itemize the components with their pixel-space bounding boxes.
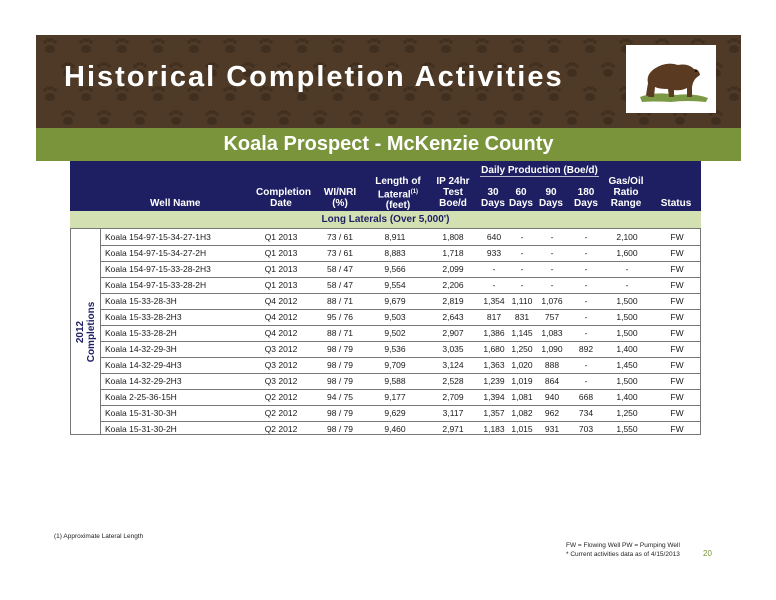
cell-well-name: Koala 14-32-29-2H3 xyxy=(105,376,182,386)
cell-60-days: 831 xyxy=(514,312,530,322)
paw-print-icon xyxy=(529,110,543,125)
paw-print-icon xyxy=(583,86,597,101)
cell-60-days: 1,110 xyxy=(511,296,533,306)
page-subtitle: Koala Prospect - McKenzie County xyxy=(223,133,554,155)
paw-print-icon xyxy=(241,110,255,125)
cell-completion-date: Q1 2013 xyxy=(264,248,298,258)
cell-status: FW xyxy=(670,296,684,306)
paw-print-icon xyxy=(331,38,345,53)
cell-90-days: 1,083 xyxy=(541,328,563,338)
cell-60-days: 1,020 xyxy=(511,360,533,370)
cell-ip-24hr: 1,718 xyxy=(442,248,464,258)
table-row xyxy=(100,309,701,326)
paw-print-icon xyxy=(565,110,579,125)
side-label: 2012 Completions xyxy=(75,301,97,363)
page-number: 20 xyxy=(703,549,712,558)
cell-status: FW xyxy=(670,312,684,322)
footnote-lateral: (1) Approximate Lateral Length xyxy=(54,533,144,540)
cell-90-days: 931 xyxy=(544,424,560,434)
cell-90-days: 757 xyxy=(544,312,560,322)
table-row xyxy=(100,341,701,358)
cell-180-days: 734 xyxy=(578,408,594,418)
cell-wi-nri: 95 / 76 xyxy=(327,312,353,322)
cell-90-days: 888 xyxy=(544,360,560,370)
cell-wi-nri: 58 / 47 xyxy=(327,280,353,290)
cell-180-days: - xyxy=(584,328,588,338)
cell-status: FW xyxy=(670,232,684,242)
cell-wi-nri: 98 / 79 xyxy=(327,360,353,370)
paw-print-icon xyxy=(475,38,489,53)
cell-completion-date: Q4 2012 xyxy=(264,296,298,306)
paw-print-icon xyxy=(133,110,147,125)
table-row xyxy=(100,373,701,390)
cell-30-days: 1,680 xyxy=(483,344,505,354)
cell-ip-24hr: 2,528 xyxy=(442,376,464,386)
table-row xyxy=(100,261,701,278)
footnote-legend: FW = Flowing Well PW = Pumping Well * Current activities data as of 4/15/2013 xyxy=(566,542,680,558)
cell-lateral-length: 9,679 xyxy=(384,296,406,306)
paw-print-icon xyxy=(439,38,453,53)
cell-well-name: Koala 154-97-15-33-28-2H xyxy=(105,280,207,290)
header-wi-nri: WI/NRI (%) xyxy=(323,187,357,209)
paw-print-icon xyxy=(313,110,327,125)
header-gas-oil-ratio: Gas/Oil Ratio Range xyxy=(608,176,644,209)
cell-well-name: Koala 154-97-15-34-27-1H3 xyxy=(105,232,211,242)
cell-30-days: 1,363 xyxy=(483,360,505,370)
cell-gas-oil-ratio: 1,500 xyxy=(616,376,638,386)
cell-60-days: 1,250 xyxy=(511,344,533,354)
cell-gas-oil-ratio: - xyxy=(625,264,629,274)
paw-print-icon xyxy=(97,110,111,125)
cell-well-name: Koala 154-97-15-33-28-2H3 xyxy=(105,264,211,274)
cell-lateral-length: 9,554 xyxy=(384,280,406,290)
cell-gas-oil-ratio: 1,400 xyxy=(616,344,638,354)
cell-gas-oil-ratio: 1,550 xyxy=(616,424,638,434)
daily-production-divider xyxy=(480,176,599,177)
cell-wi-nri: 88 / 71 xyxy=(327,328,353,338)
table-row xyxy=(100,293,701,310)
cell-completion-date: Q2 2012 xyxy=(264,408,298,418)
header-60-days: 60 Days xyxy=(509,187,533,209)
cell-60-days: 1,015 xyxy=(511,424,533,434)
cell-90-days: - xyxy=(550,264,554,274)
cell-status: FW xyxy=(670,344,684,354)
paw-print-icon xyxy=(403,38,417,53)
cell-status: FW xyxy=(670,248,684,258)
cell-completion-date: Q3 2012 xyxy=(264,360,298,370)
cell-180-days: - xyxy=(584,248,588,258)
cell-status: FW xyxy=(670,360,684,370)
cell-30-days: 1,357 xyxy=(483,408,505,418)
paw-print-icon xyxy=(295,38,309,53)
cell-ip-24hr: 1,808 xyxy=(442,232,464,242)
cell-60-days: - xyxy=(520,264,524,274)
cell-ip-24hr: 2,206 xyxy=(442,280,464,290)
cell-ip-24hr: 3,124 xyxy=(442,360,464,370)
cell-status: FW xyxy=(670,264,684,274)
table-row xyxy=(100,389,701,406)
cell-gas-oil-ratio: 1,250 xyxy=(616,408,638,418)
cell-90-days: 1,090 xyxy=(541,344,563,354)
cell-completion-date: Q4 2012 xyxy=(264,312,298,322)
cell-lateral-length: 9,566 xyxy=(384,264,406,274)
table-row xyxy=(100,325,701,342)
header-completion-date: Completion Date xyxy=(256,187,311,209)
cell-wi-nri: 94 / 75 xyxy=(327,392,353,402)
cell-30-days: 1,394 xyxy=(483,392,505,402)
header-status: Status xyxy=(660,198,692,209)
cell-wi-nri: 98 / 79 xyxy=(327,424,353,434)
cell-30-days: - xyxy=(492,280,496,290)
cell-completion-date: Q2 2012 xyxy=(264,392,298,402)
cell-180-days: 892 xyxy=(578,344,594,354)
cell-gas-oil-ratio: 1,600 xyxy=(616,248,638,258)
paw-print-icon xyxy=(115,38,129,53)
paw-print-icon xyxy=(61,110,75,125)
header-180-days: 180 Days xyxy=(574,187,598,209)
cell-ip-24hr: 2,709 xyxy=(442,392,464,402)
header-lateral-length: Length of Lateral$^{(1)}$ (feet) xyxy=(375,176,421,212)
cell-90-days: - xyxy=(550,232,554,242)
cell-well-name: Koala 14-32-29-4H3 xyxy=(105,360,182,370)
cell-ip-24hr: 2,643 xyxy=(442,312,464,322)
cell-wi-nri: 98 / 79 xyxy=(327,376,353,386)
cell-gas-oil-ratio: 1,400 xyxy=(616,392,638,402)
cell-60-days: 1,145 xyxy=(511,328,533,338)
cell-completion-date: Q1 2013 xyxy=(264,264,298,274)
paw-print-icon xyxy=(601,62,615,77)
cell-30-days: 1,183 xyxy=(483,424,505,434)
cell-180-days: - xyxy=(584,280,588,290)
cell-lateral-length: 9,536 xyxy=(384,344,406,354)
cell-90-days: - xyxy=(550,248,554,258)
subtitle-bar xyxy=(36,128,741,161)
cell-30-days: 1,354 xyxy=(483,296,505,306)
cell-180-days: 703 xyxy=(578,424,594,434)
bear-logo-icon xyxy=(626,45,716,113)
header-daily-production: Daily Production (Boe/d) xyxy=(481,165,598,176)
cell-completion-date: Q2 2012 xyxy=(264,424,298,434)
page-title: Historical Completion Activities xyxy=(64,61,564,93)
table-row xyxy=(100,421,701,437)
cell-lateral-length: 9,629 xyxy=(384,408,406,418)
section-label-long-laterals: Long Laterals (Over 5,000') xyxy=(70,211,701,228)
cell-status: FW xyxy=(670,408,684,418)
cell-lateral-length: 9,709 xyxy=(384,360,406,370)
cell-180-days: - xyxy=(584,312,588,322)
cell-status: FW xyxy=(670,392,684,402)
paw-print-icon xyxy=(259,38,273,53)
paw-print-icon xyxy=(277,110,291,125)
cell-well-name: Koala 15-31-30-2H xyxy=(105,424,177,434)
paw-print-icon xyxy=(367,38,381,53)
cell-well-name: Koala 15-31-30-3H xyxy=(105,408,177,418)
header-ip-24hr: IP 24hr Test Boe/d xyxy=(436,176,470,209)
paw-print-icon xyxy=(385,110,399,125)
paw-print-icon xyxy=(187,38,201,53)
cell-wi-nri: 73 / 61 xyxy=(327,232,353,242)
cell-well-name: Koala 14-32-29-3H xyxy=(105,344,177,354)
cell-60-days: - xyxy=(520,280,524,290)
cell-gas-oil-ratio: 1,500 xyxy=(616,312,638,322)
cell-90-days: 940 xyxy=(544,392,560,402)
cell-ip-24hr: 2,907 xyxy=(442,328,464,338)
paw-print-icon xyxy=(601,110,615,125)
paw-print-icon xyxy=(457,110,471,125)
cell-status: FW xyxy=(670,376,684,386)
cell-30-days: - xyxy=(492,264,496,274)
cell-90-days: 962 xyxy=(544,408,560,418)
cell-60-days: - xyxy=(520,232,524,242)
cell-180-days: - xyxy=(584,376,588,386)
table-row xyxy=(100,277,701,294)
cell-wi-nri: 98 / 79 xyxy=(327,344,353,354)
paw-print-icon xyxy=(547,38,561,53)
cell-lateral-length: 8,911 xyxy=(384,232,406,242)
paw-print-icon xyxy=(565,62,579,77)
cell-well-name: Koala 154-97-15-34-27-2H xyxy=(105,248,207,258)
cell-wi-nri: 98 / 79 xyxy=(327,408,353,418)
paw-print-icon xyxy=(727,86,741,101)
cell-gas-oil-ratio: - xyxy=(625,280,629,290)
table-row xyxy=(100,357,701,374)
paw-print-icon xyxy=(43,38,57,53)
cell-180-days: 668 xyxy=(578,392,594,402)
cell-60-days: 1,081 xyxy=(511,392,533,402)
cell-well-name: Koala 15-33-28-2H xyxy=(105,328,177,338)
header-well-name: Well Name xyxy=(150,198,201,209)
cell-completion-date: Q3 2012 xyxy=(264,344,298,354)
cell-ip-24hr: 3,117 xyxy=(442,408,464,418)
cell-completion-date: Q4 2012 xyxy=(264,328,298,338)
table-row xyxy=(100,405,701,422)
paw-print-icon xyxy=(349,110,363,125)
cell-30-days: 933 xyxy=(486,248,502,258)
cell-lateral-length: 8,883 xyxy=(384,248,406,258)
cell-gas-oil-ratio: 2,100 xyxy=(616,232,638,242)
paw-print-icon xyxy=(493,110,507,125)
cell-gas-oil-ratio: 1,500 xyxy=(616,296,638,306)
cell-status: FW xyxy=(670,328,684,338)
paw-print-icon xyxy=(727,38,741,53)
cell-gas-oil-ratio: 1,500 xyxy=(616,328,638,338)
cell-90-days: 1,076 xyxy=(541,296,563,306)
cell-well-name: Koala 15-33-28-2H3 xyxy=(105,312,182,322)
cell-lateral-length: 9,588 xyxy=(384,376,406,386)
cell-90-days: - xyxy=(550,280,554,290)
paw-print-icon xyxy=(79,38,93,53)
cell-well-name: Koala 15-33-28-3H xyxy=(105,296,177,306)
paw-print-icon xyxy=(169,110,183,125)
cell-wi-nri: 58 / 47 xyxy=(327,264,353,274)
paw-print-icon xyxy=(421,110,435,125)
cell-status: FW xyxy=(670,424,684,434)
cell-completion-date: Q1 2013 xyxy=(264,232,298,242)
side-label-cell xyxy=(71,229,101,434)
paw-print-icon xyxy=(205,110,219,125)
cell-ip-24hr: 2,099 xyxy=(442,264,464,274)
cell-lateral-length: 9,177 xyxy=(384,392,406,402)
cell-ip-24hr: 2,971 xyxy=(442,424,464,434)
paw-print-icon xyxy=(43,86,57,101)
table-row xyxy=(100,229,701,246)
cell-180-days: - xyxy=(584,232,588,242)
cell-gas-oil-ratio: 1,450 xyxy=(616,360,638,370)
cell-wi-nri: 73 / 61 xyxy=(327,248,353,258)
paw-print-icon xyxy=(223,38,237,53)
completions-table xyxy=(70,228,701,435)
cell-ip-24hr: 2,819 xyxy=(442,296,464,306)
table-header xyxy=(70,161,701,211)
cell-30-days: 817 xyxy=(486,312,502,322)
cell-30-days: 640 xyxy=(486,232,502,242)
cell-180-days: - xyxy=(584,296,588,306)
cell-completion-date: Q3 2012 xyxy=(264,376,298,386)
header-30-days: 30 Days xyxy=(481,187,505,209)
cell-180-days: - xyxy=(584,360,588,370)
cell-30-days: 1,239 xyxy=(483,376,505,386)
cell-lateral-length: 9,460 xyxy=(384,424,406,434)
cell-30-days: 1,386 xyxy=(483,328,505,338)
cell-180-days: - xyxy=(584,264,588,274)
paw-print-icon xyxy=(511,38,525,53)
header-90-days: 90 Days xyxy=(539,187,563,209)
cell-60-days: 1,019 xyxy=(511,376,533,386)
cell-well-name: Koala 2-25-36-15H xyxy=(105,392,177,402)
cell-lateral-length: 9,503 xyxy=(384,312,406,322)
cell-60-days: 1,082 xyxy=(511,408,533,418)
paw-print-icon xyxy=(583,38,597,53)
cell-completion-date: Q1 2013 xyxy=(264,280,298,290)
paw-print-icon xyxy=(151,38,165,53)
cell-60-days: - xyxy=(520,248,524,258)
cell-wi-nri: 88 / 71 xyxy=(327,296,353,306)
cell-90-days: 864 xyxy=(544,376,560,386)
cell-lateral-length: 9,502 xyxy=(384,328,406,338)
cell-status: FW xyxy=(670,280,684,290)
cell-ip-24hr: 3,035 xyxy=(442,344,464,354)
table-row xyxy=(100,245,701,262)
